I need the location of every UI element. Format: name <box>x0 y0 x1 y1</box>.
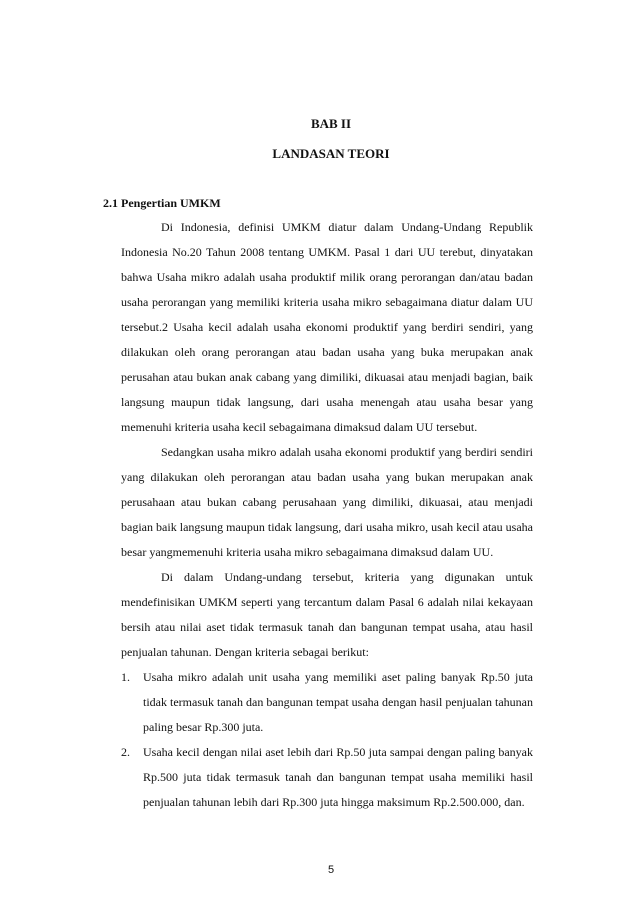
document-body <box>121 215 533 815</box>
chapter-title: LANDASAN TEORI <box>272 146 390 161</box>
list-item <box>121 665 533 740</box>
list-item-number: 1. <box>121 670 130 684</box>
list-item-text: Usaha mikro adalah unit usaha yang memiliki aset paling banyak Rp.50 juta tidak termasuk tanah dan bangunan tempat usaha dengan hasil penjualan tahunan paling besar Rp.300 juta. <box>143 670 533 734</box>
section-heading: 2.1 Pengertian UMKM <box>103 196 221 210</box>
page-number: 5 <box>327 864 335 876</box>
paragraph-kriteria: Di dalam Undang-undang tersebut, kriteria yang digunakan untuk mendefinisikan UMKM seperti yang tercantum dalam Pasal 6 adalah nilai kekayaan bersih atau nilai aset tidak termasuk tanah dan bangunan tempat usaha, atau hasil penjualan tahunan. Dengan kriteria sebagai berikut: <box>121 570 533 659</box>
list-item <box>121 740 533 815</box>
list-item-text: Usaha kecil dengan nilai aset lebih dari Rp.50 juta sampai dengan paling banyak Rp.500 juta tidak termasuk tanah dan bangunan tempat usaha memiliki hasil penjualan tahunan lebih dari Rp.300 juta hingga maksimum Rp.2.500.000, dan. <box>143 745 533 809</box>
list-item-number: 2. <box>121 745 130 759</box>
chapter-label: BAB II <box>310 116 352 131</box>
paragraph-umkm-definition: Di Indonesia, definisi UMKM diatur dalam Undang-Undang Republik Indonesia No.20 Tahun 2008 tentang UMKM. Pasal 1 dari UU terebut, dinyatakan bahwa Usaha mikro adalah usaha produktif milik orang perorangan dan/atau badan usaha perorangan yang memiliki kriteria usaha mikro sebagaimana diatur dalam UU tersebut.2 Usaha kecil adalah usaha ekonomi produktif yang berdiri sendiri, yang dilakukan oleh orang perorangan atau badan usaha yang buka merupakan anak perusahan atau bukan anak cabang yang dimiliki, dikuasai atau menjadi bagian, baik langsung maupun tidak langsung, dari usaha menengah atau usaha besar yang memenuhi kriteria usaha kecil sebagaimana dimaksud dalam UU tersebut. <box>121 220 533 434</box>
paragraph-usaha-mikro: Sedangkan usaha mikro adalah usaha ekonomi produktif yang berdiri sendiri yang dilakukan oleh perorangan atau badan usaha yang bukan merupakan anak perusahaan atau bukan cabang perusahaan yang dimiliki, dikuasai, atau menjadi bagian baik langsung maupun tidak langsung, dari usaha mikro, usah kecil atau usaha besar yangmemenuhi kriteria usaha mikro sebagaimana dimaksud dalam UU. <box>121 445 533 559</box>
criteria-list <box>121 665 533 815</box>
